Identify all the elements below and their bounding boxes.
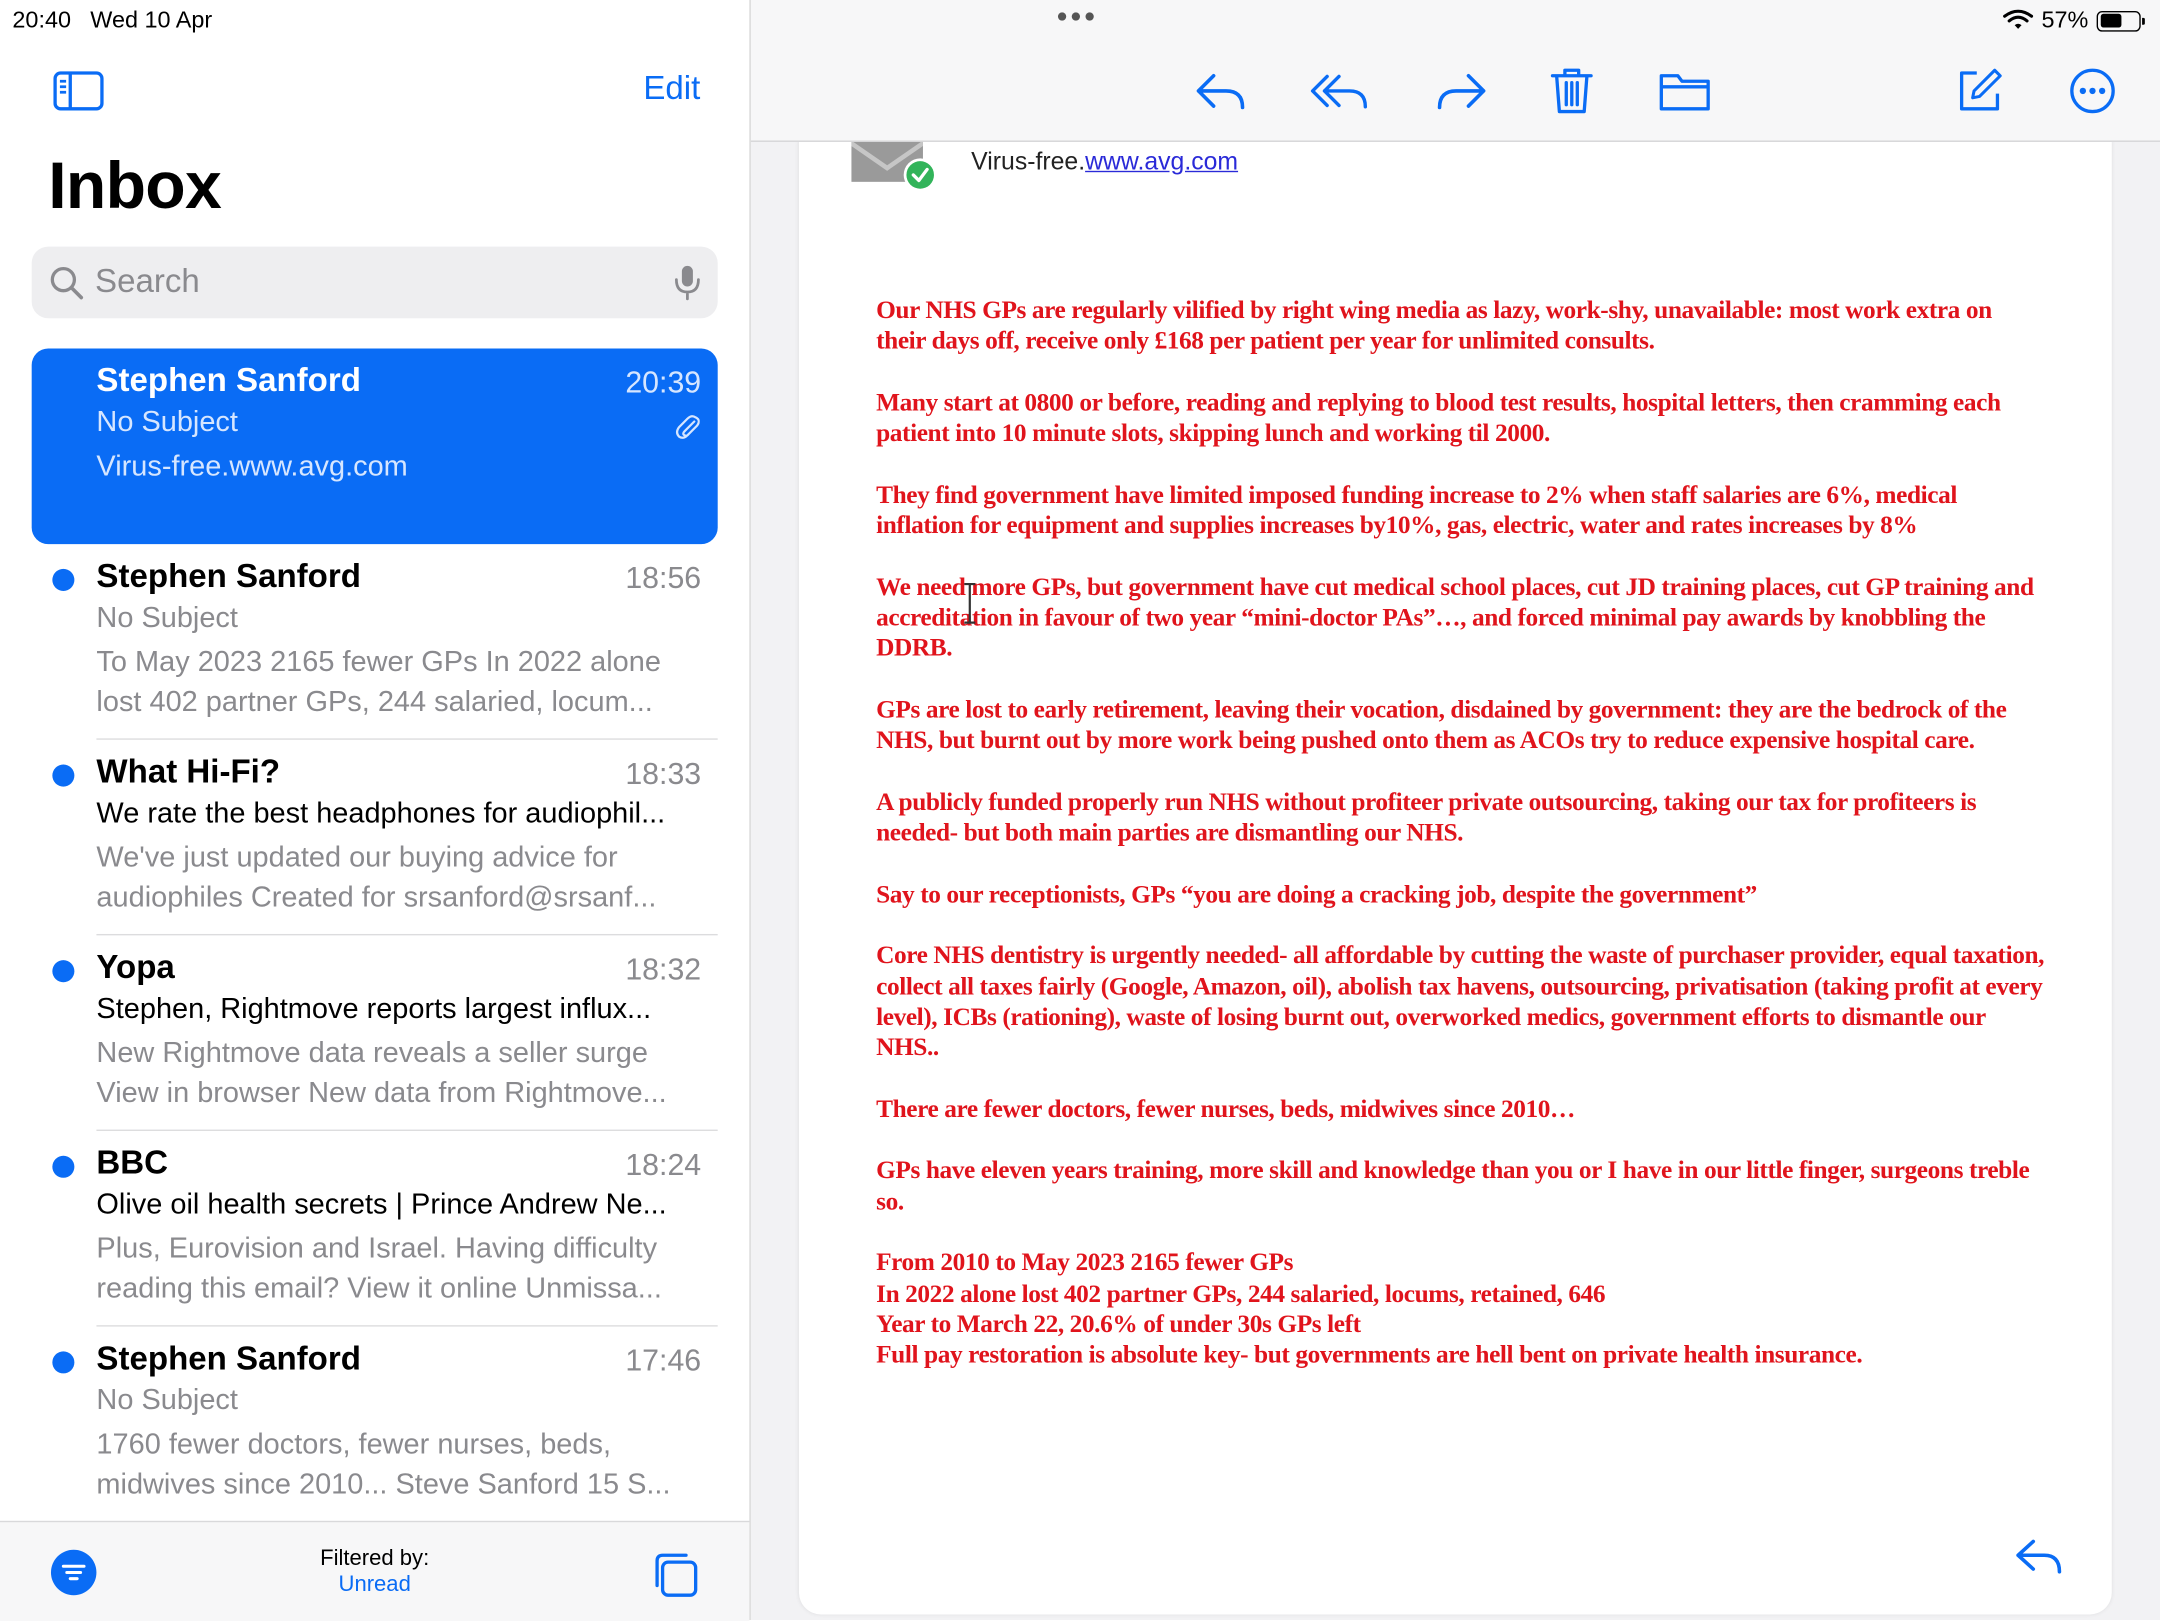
- message-sender: Stephen Sanford: [96, 1340, 361, 1378]
- mailbox-bottom-bar: [0, 1521, 749, 1621]
- message-subject: We rate the best headphones for audiophil...: [96, 797, 666, 830]
- microphone-icon[interactable]: [674, 263, 702, 302]
- message-preview: To May 2023 2165 fewer GPs In 2022 alone lost 402 partner GPs, 244 salaried, locum...: [96, 646, 661, 718]
- message-time: 18:24: [625, 1147, 702, 1182]
- unread-dot: [52, 1351, 74, 1373]
- message-sender: BBC: [96, 1144, 169, 1182]
- body-paragraph: Many start at 0800 or before, reading and replying to blood test results, hospital letters, then cramming each patient into 10 minute slots, skipping lunch and working til 2000.: [876, 388, 2001, 447]
- search-placeholder: Search: [95, 263, 200, 301]
- folder-icon: [1657, 69, 1712, 113]
- search-icon: [48, 264, 84, 300]
- wifi-icon: [2003, 10, 2033, 32]
- message-body: [876, 295, 2044, 1370]
- message-card: [799, 141, 2112, 1615]
- message-sender: Yopa: [96, 949, 175, 987]
- message-subject: Olive oil health secrets | Prince Andrew Ne...: [96, 1188, 667, 1221]
- avg-envelope-icon: [851, 141, 942, 203]
- search-input[interactable]: [32, 247, 718, 319]
- reply-all-button[interactable]: [1309, 61, 1370, 122]
- body-paragraph: A publicly funded properly run NHS without profiteer private outsourcing, taking our tax for profiteers is needed- but both main parties are dismantling our NHS.: [876, 787, 1977, 846]
- body-paragraph: We need more GPs, but government have cut medical school places, cut JD training places, cut GP training and accreditation in favour of two year “mini-doctor PAs”…, and forced minimal pay awards by knobbling the DDRB.: [876, 572, 2034, 662]
- reply-floating-button[interactable]: [2014, 1536, 2064, 1584]
- page-title: Inbox: [48, 150, 222, 224]
- stacked-squares-icon: [650, 1550, 700, 1600]
- message-preview: Virus-free.www.avg.com: [96, 450, 408, 483]
- multitasking-handle[interactable]: [1058, 12, 1094, 20]
- body-paragraph: Our NHS GPs are regularly vilified by right wing media as lazy, work-shy, unavailable: most work extra on their days off, receive only £168 per patient per year for unlimited consults.: [876, 296, 1992, 355]
- compose-icon: [1955, 66, 2005, 116]
- message-preview: New Rightmove data reveals a seller surge View in browser New data from Rightmove...: [96, 1037, 667, 1109]
- forward-button[interactable]: [1431, 61, 1492, 122]
- move-to-folder-button[interactable]: [1654, 61, 1715, 122]
- message-sender: Stephen Sanford: [96, 362, 361, 400]
- avg-prefix: Virus-free.: [971, 147, 1086, 175]
- trash-button[interactable]: [1541, 61, 1602, 122]
- stacked-windows-button[interactable]: [650, 1550, 700, 1606]
- edit-button[interactable]: Edit: [643, 70, 701, 108]
- paperclip-icon: [675, 413, 700, 447]
- stat-line: In 2022 alone lost 402 partner GPs, 244 salaried, locums, retained, 646: [876, 1279, 1606, 1307]
- reply-all-icon: [1309, 67, 1370, 114]
- message-preview: Plus, Eurovision and Israel. Having difficulty reading this email? View it online Unmissa...: [96, 1232, 662, 1305]
- message-sender: What Hi-Fi?: [96, 753, 281, 791]
- body-paragraph: GPs are lost to early retirement, leaving their vocation, disdained by government: they are the bedrock of the NHS, but burnt out by more work being pushed onto them as ACOs try to reduce expensive hospital care.: [876, 695, 2007, 754]
- mailbox-sidebar: [0, 0, 751, 1620]
- avg-virus-free-line: [971, 147, 1238, 176]
- list-item[interactable]: [0, 544, 749, 740]
- trash-icon: [1548, 66, 1595, 116]
- battery-percentage: 57%: [2041, 6, 2089, 34]
- list-item[interactable]: [0, 1131, 749, 1327]
- status-bar-right: [2003, 7, 2141, 35]
- compose-button[interactable]: [1949, 61, 2010, 122]
- more-options-button[interactable]: [2062, 61, 2123, 122]
- status-time: 20:40: [12, 6, 72, 34]
- unread-dot: [52, 1156, 74, 1178]
- body-paragraph: Say to our receptionists, GPs “you are doing a cracking job, despite the government”: [876, 879, 1757, 908]
- message-time: 18:32: [625, 951, 702, 987]
- list-item[interactable]: [0, 1327, 749, 1523]
- stat-line: Year to March 22, 20.6% of under 30s GPs left: [876, 1309, 1361, 1338]
- unread-dot: [52, 960, 74, 982]
- reply-button[interactable]: [1190, 61, 1251, 122]
- list-item[interactable]: [0, 349, 749, 545]
- message-time: 17:46: [625, 1343, 702, 1378]
- reply-icon: [1193, 67, 1248, 114]
- status-bar-left: [12, 7, 212, 35]
- text-cursor-icon: [968, 581, 971, 625]
- list-item[interactable]: [0, 935, 749, 1131]
- list-item[interactable]: [0, 740, 749, 936]
- reply-icon: [2014, 1536, 2064, 1577]
- avg-link[interactable]: www.avg.com: [1085, 147, 1239, 175]
- message-time: 20:39: [625, 365, 702, 400]
- forward-icon: [1434, 67, 1489, 114]
- message-subject: No Subject: [96, 1384, 238, 1417]
- stat-line: From 2010 to May 2023 2165 fewer GPs: [876, 1248, 1294, 1276]
- body-paragraph: Core NHS dentistry is urgently needed- all affordable by cutting the waste of purchaser provider, equal taxation, collect all taxes fairly (Google, Amazon, oil), abolish tax havens, outsourcing, privatisation (taking profit at every level), ICBs (rationing), waste of losing burnt out, overworked medics, government efforts to dismantle our NHS..: [876, 941, 2045, 1061]
- message-subject: No Subject: [96, 601, 238, 634]
- message-subject: No Subject: [96, 406, 238, 439]
- message-sender: Stephen Sanford: [96, 557, 361, 596]
- message-toolbar: [751, 0, 2160, 142]
- message-time: 18:56: [625, 560, 702, 596]
- message-preview: We've just updated our buying advice for audiophiles Created for srsanford@srsanf...: [96, 841, 657, 914]
- body-paragraph: There are fewer doctors, fewer nurses, beds, midwives since 2010…: [876, 1094, 1575, 1123]
- battery-icon: [2097, 10, 2141, 31]
- ellipsis-circle-icon: [2068, 66, 2118, 116]
- filter-label: Filtered by:: [320, 1546, 430, 1571]
- body-paragraph: They find government have limited imposed funding increase to 2% when staff salaries are 6%, medical inflation for equipment and supplies increases by10%, gas, electric, water and rates increases by 8%: [876, 480, 1957, 539]
- stat-line: Full pay restoration is absolute key- but governments are hell bent on private health insurance.: [876, 1340, 1863, 1369]
- unread-dot: [52, 765, 74, 787]
- status-date: Wed 10 Apr: [90, 6, 213, 34]
- body-paragraph: GPs have eleven years training, more skill and knowledge than you or I have in our little finger, surgeons treble so.: [876, 1156, 2030, 1215]
- unread-dot: [52, 569, 74, 591]
- message-time: 18:33: [625, 756, 702, 791]
- sidebar-icon: [52, 69, 104, 113]
- filter-value[interactable]: Unread: [338, 1573, 411, 1597]
- message-preview: 1760 fewer doctors, fewer nurses, beds, midwives since 2010... Steve Sanford 15 S...: [96, 1428, 671, 1501]
- message-subject: Stephen, Rightmove reports largest influx...: [96, 993, 652, 1025]
- sidebar-toggle-button[interactable]: [52, 69, 104, 120]
